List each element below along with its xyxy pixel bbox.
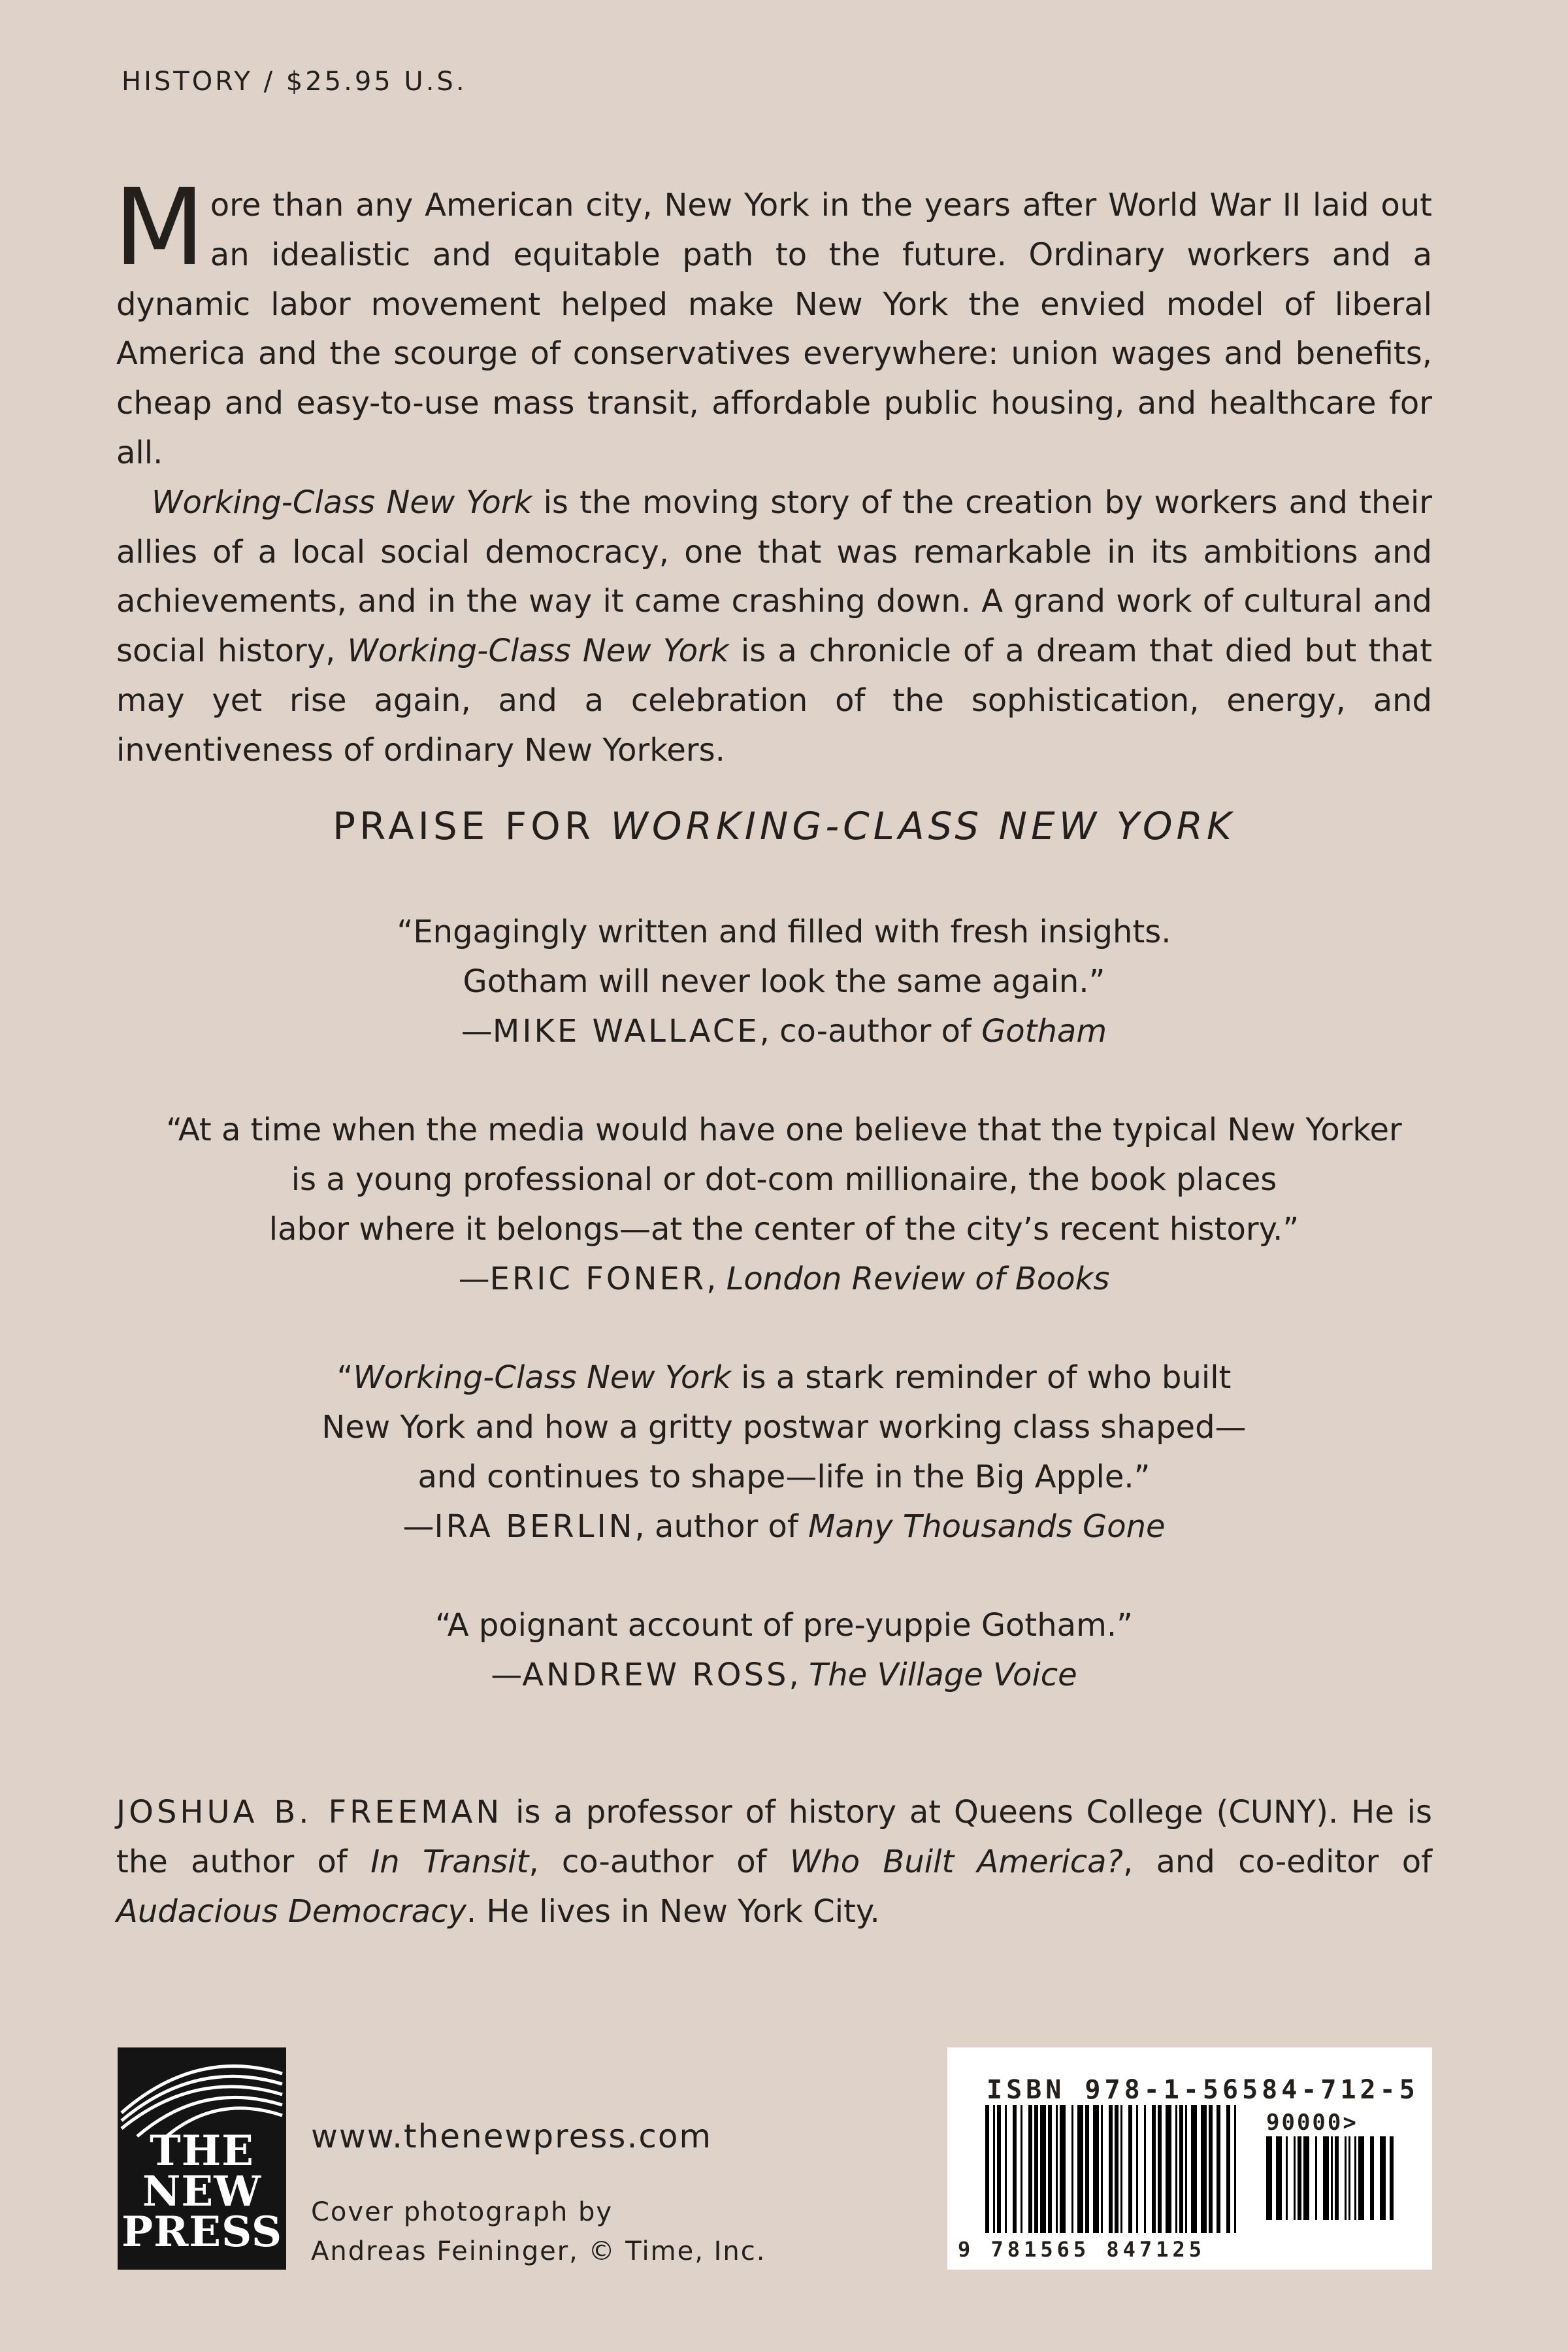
cover-photo-credit [311, 2193, 766, 2271]
book-title: In Transit [370, 1844, 529, 1880]
barcode-bar [1101, 2105, 1103, 2233]
barcode-bar [1136, 2105, 1138, 2233]
attribution-source: Many Thousands Gone [808, 1508, 1166, 1545]
barcode-bar [1152, 2105, 1156, 2233]
barcode-bar [1348, 2136, 1350, 2220]
quote-line: New York and how a gritty postwar working class shaped— [321, 1409, 1247, 1446]
drop-cap: M [114, 167, 205, 290]
barcode-bar [1060, 2105, 1066, 2233]
barcode-bar [1128, 2105, 1132, 2233]
barcode-bar [1315, 2136, 1317, 2220]
bio-text: , co-author of [529, 1844, 790, 1880]
bio-text: is a professor of history at Queens College (CUNY). He is the author of [116, 1794, 1432, 1880]
attribution-name: IRA BERLIN [434, 1508, 635, 1545]
quote-text: is a stark reminder of who built [730, 1359, 1232, 1396]
barcode-bar [1040, 2105, 1046, 2233]
description-paragraph-2 [116, 478, 1432, 776]
description-text: is the moving story of the creation by workers and their allies of a local social democracy, one that was remarkable in its ambitions and achievements, and in the way it came crashing down. A grand work of cultural and social history, [116, 484, 1432, 670]
description-paragraph-1 [114, 167, 1432, 478]
quote-line: and continues to shape—life in the Big Apple.” [417, 1459, 1151, 1495]
attribution-separator: , author of [634, 1508, 808, 1545]
praise-quote-3 [0, 1353, 1568, 1551]
quote-attribution [0, 1006, 1568, 1056]
book-title: Who Built America? [789, 1844, 1124, 1880]
barcode-bar [1201, 2105, 1207, 2233]
barcode-bar [1021, 2105, 1022, 2233]
description-text: ore than any American city, New York in the years after World War II laid out an idealistic and equitable path to the future. Ordinary workers and a dynamic labor movement helped make New York the envied model of liberal America and the scourge of conservatives everywhere: union wages and benefits, cheap and easy-to-use mass transit, affordable public housing, and healthcare for all. [116, 187, 1432, 471]
category-price-label: HISTORY / $25.95 U.S. [122, 67, 467, 97]
quote-attribution [0, 1650, 1568, 1700]
barcode-bar [1144, 2105, 1146, 2233]
barcode-bar [1093, 2105, 1099, 2233]
praise-quote-2 [0, 1105, 1568, 1304]
quote-line [0, 1353, 1568, 1402]
barcode-bar [1013, 2105, 1017, 2233]
bio-text: , and co-editor of [1123, 1844, 1432, 1880]
barcode-bar [1056, 2105, 1058, 2233]
barcode-bar [1209, 2105, 1213, 2233]
barcode-bar [1335, 2136, 1339, 2220]
barcode-bar [1120, 2105, 1122, 2233]
book-title: Working-Class New York [347, 633, 729, 670]
attribution-name: MIKE WALLACE [492, 1013, 760, 1050]
praise-quote-4 [0, 1600, 1568, 1700]
barcode-bar [1298, 2136, 1301, 2220]
description-text: is a chronicle of a dream that died but that may yet rise again, and a celebration of the sophistication, energy, and inventiveness of ordinary New Yorkers. [116, 633, 1433, 769]
isbn-barcode [947, 2047, 1432, 2270]
logo-word: THE [150, 2127, 254, 2176]
author-bio [116, 1787, 1432, 1936]
barcode-bar [1158, 2105, 1162, 2233]
book-title: Audacious Democracy [116, 1893, 466, 1930]
barcode-bar [1276, 2136, 1282, 2220]
barcode-bar [1358, 2136, 1364, 2220]
barcode-bar [1034, 2105, 1038, 2233]
barcode-bar [1077, 2105, 1083, 2233]
publisher-logo [118, 2047, 286, 2270]
praise-heading [0, 804, 1568, 848]
barcode-bar [1048, 2105, 1052, 2233]
barcode-bar [1185, 2105, 1187, 2233]
quote-attribution [0, 1254, 1568, 1304]
barcode-bar [1286, 2136, 1288, 2220]
barcode-bar [1323, 2136, 1329, 2220]
logo-arcs-icon [118, 2047, 286, 2139]
book-title: Working-Class New York [353, 1359, 731, 1396]
barcode-bar [1266, 2136, 1272, 2220]
attribution-separator: , [706, 1261, 727, 1297]
attribution-name: ERIC FONER [489, 1261, 707, 1297]
attribution-source: The Village Voice [808, 1657, 1077, 1693]
barcode-bar [1175, 2105, 1177, 2233]
barcode-bar [1345, 2136, 1347, 2220]
logo-word: NEW [142, 2167, 262, 2216]
barcode-bars-icon [947, 2047, 1432, 2270]
attribution-separator: , co-author of [759, 1013, 982, 1050]
barcode-bar [1005, 2105, 1007, 2233]
attribution-dash: — [402, 1508, 434, 1545]
barcode-bar [1109, 2105, 1113, 2233]
barcode-bar [1085, 2105, 1089, 2233]
logo-wordmark [118, 2127, 286, 2257]
quote-line: is a young professional or dot-com millionaire, the book places [291, 1161, 1277, 1198]
praise-heading-title: WORKING-CLASS NEW YORK [610, 804, 1235, 848]
praise-heading-prefix: PRAISE FOR [333, 804, 611, 848]
barcode-bar [997, 2105, 1001, 2233]
credit-line: Andreas Feininger, © Time, Inc. [311, 2236, 766, 2266]
attribution-dash: — [491, 1657, 523, 1693]
attribution-separator: , [789, 1657, 809, 1693]
book-title: Working-Class New York [152, 484, 532, 521]
quote-line: “Engagingly written and filled with fresh insights. [397, 914, 1171, 950]
quote-line: “A poignant account of pre-yuppie Gotham.” [435, 1607, 1133, 1644]
barcode-bar [1234, 2105, 1236, 2233]
attribution-dash: — [458, 1261, 490, 1297]
attribution-source: London Review of Books [726, 1261, 1110, 1297]
barcode-bar [1380, 2136, 1386, 2220]
barcode-bar [1217, 2105, 1220, 2233]
bio-text: . He lives in New York City. [466, 1893, 880, 1930]
logo-word: PRESS [121, 2208, 283, 2257]
barcode-bar [1028, 2105, 1032, 2233]
barcode-bar [1390, 2136, 1394, 2220]
barcode-bar [1370, 2136, 1374, 2220]
barcode-digits: 9 781565 847125 [958, 2237, 1205, 2262]
publisher-website: www.thenewpress.com [311, 2117, 713, 2155]
price-addon-code: 90000> [1266, 2110, 1358, 2136]
barcode-bar [1294, 2136, 1296, 2220]
quote-line: Gotham will never look the same again.” [463, 963, 1105, 1000]
praise-quote-1 [0, 907, 1568, 1056]
quote-attribution [0, 1502, 1568, 1551]
quote-line: “At a time when the media would have one believe that the typical New Yorker [166, 1112, 1402, 1148]
barcode-bar [993, 2105, 995, 2233]
barcode-bar [1331, 2136, 1333, 2220]
credit-line: Cover photograph by [311, 2197, 613, 2227]
barcode-bar [1226, 2105, 1230, 2233]
barcode-bar [985, 2105, 989, 2233]
author-name: JOSHUA B. FREEMAN [116, 1794, 503, 1830]
barcode-bar [1179, 2105, 1183, 2233]
barcode-bar [1115, 2105, 1119, 2233]
attribution-name: ANDREW ROSS [522, 1657, 789, 1693]
barcode-bar [1191, 2105, 1197, 2233]
barcode-bar [1071, 2105, 1073, 2233]
attribution-dash: — [461, 1013, 493, 1050]
barcode-bar [1166, 2105, 1171, 2233]
book-description [114, 167, 1433, 776]
quote-line: labor where it belongs—at the center of the city’s recent history.” [269, 1211, 1299, 1248]
isbn-number: ISBN 978-1-56584-712-5 [987, 2075, 1419, 2105]
barcode-bar [1303, 2136, 1309, 2220]
quote-open-mark: “ [336, 1359, 353, 1396]
attribution-source: Gotham [981, 1013, 1107, 1050]
barcode-bar [1354, 2136, 1356, 2220]
